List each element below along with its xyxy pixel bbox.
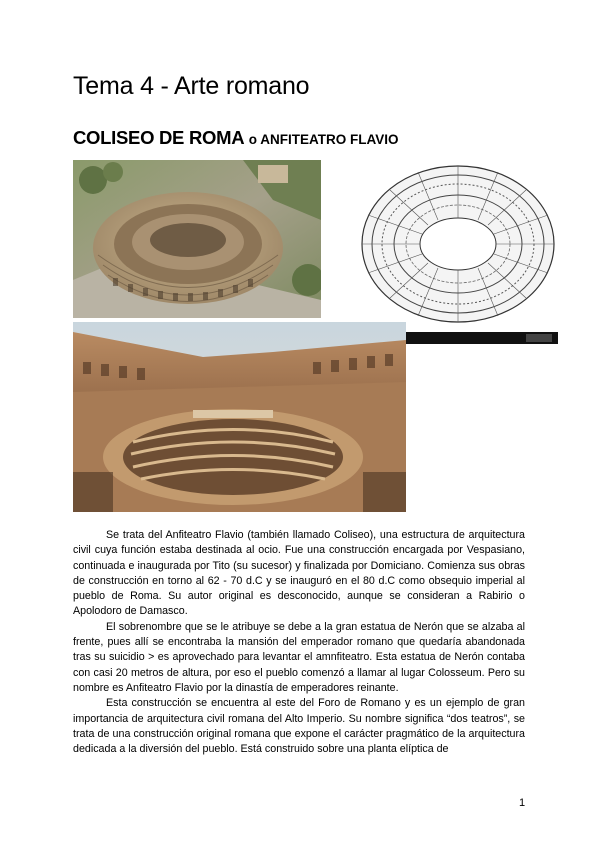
colosseum-interior-photo [73,322,406,512]
section-heading-main: COLISEO DE ROMA [73,127,245,148]
colosseum-floor-plan [358,160,558,344]
section-heading [73,127,398,149]
page-title: Tema 4 - Arte romano [73,72,310,100]
section-heading-sub: o ANFITEATRO FLAVIO [248,132,399,147]
paragraph: Esta construcción se encuentra al este del Foro de Romano y es un ejemplo de gran importancia de arquitectura civil romana del Alto Imperio. Su nombre significa “dos teatros”, se trata de una construcción original romana que expone el carácter pragmático de la arquitectura dedicada a la diversión del pueblo. Está construido sobre una planta elíptica de [73,697,525,756]
paragraph: El sobrenombre que se le atribuye se debe a la gran estatua de Nerón que se alzaba al frente, pues allí se encontraba la mansión del emperador romano que quedaría abandonada tras su suicidio > es aprovechado para levantar el amnfiteatro. Esta estatua de Nerón contaba con casi 20 metros de altura, por eso el pueblo comenzó a llamar al lugar Colosseum. Pero su nombre es Anfiteatro Flavio por la dinastía de emperadores reinante. [73,620,525,694]
body-text [73,528,525,757]
page-number: 1 [519,797,526,809]
paragraph: Se trata del Anfiteatro Flavio (también llamado Coliseo), una estructura de arquitectura civil cuya función estaba destinada al ocio. Fue una construcción encargada por Vespasiano, continuada e inaugurada por Tito (su sucesor) y finalizada por Domiciano. Comienza sus obras de construcción en torno al 62 - 70 d.C y se inauguró en el 80 d.C como obsequio imperial al pueblo de Roma. Su autor original es desconocido, aunque se consideran a Rabirio o Apolodoro de Damasco. [73,529,525,618]
colosseum-aerial-photo [73,160,321,318]
